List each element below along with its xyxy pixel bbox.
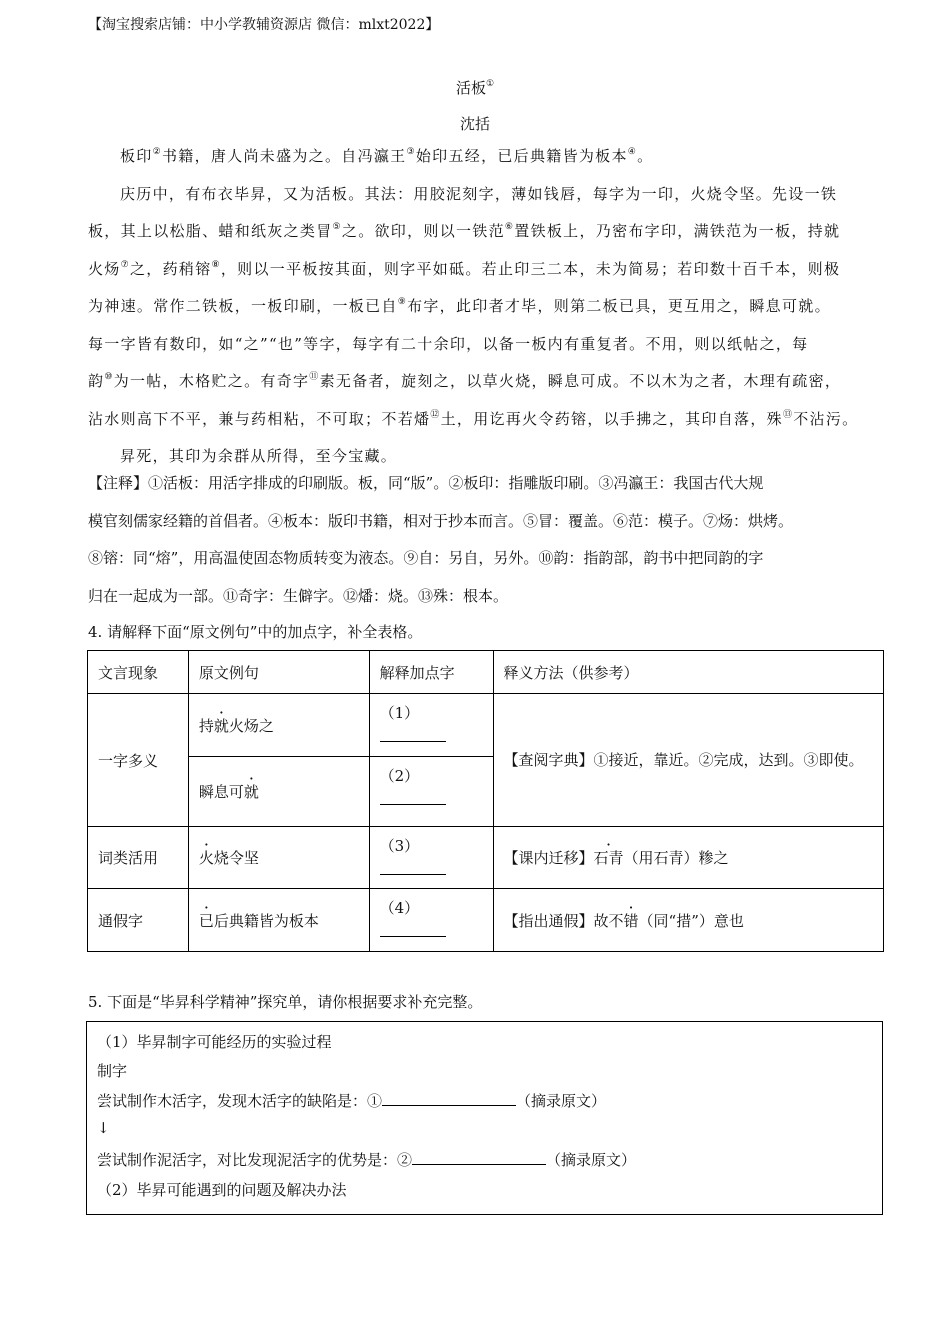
example-cell: 火烧令坚 [188, 827, 369, 889]
annotation-line: 归在一起成为一部。⑪奇字：生僻字。⑫燔：烧。⑬殊：根本。 [88, 586, 509, 605]
dotted-char: 就 [213, 716, 229, 735]
answer-blank[interactable] [380, 725, 446, 742]
passage-p3: 昇死，其印为余群从所得，至今宝藏。 [120, 447, 398, 465]
answer-cell-4[interactable]: （4） [369, 889, 493, 952]
table-row [88, 827, 884, 889]
dotted-char: 错 [623, 911, 639, 930]
answer-blank[interactable] [380, 788, 446, 805]
passage-author: 沈括 [459, 115, 490, 133]
answer-blank[interactable] [380, 920, 446, 937]
answer-blank[interactable] [382, 1091, 516, 1106]
worksheet-item-1: 尝试制作木活字，发现木活字的缺陷是：① （摘录原文） [97, 1092, 607, 1110]
passage-p2-line4: 为神速。常作二铁板，一板印刷，一板已自⑨布字，此印者才毕，则第二板已具，更互用之，瞬息可就。 [88, 297, 831, 315]
worksheet-part-1: （1）毕昇制字可能经历的实验过程 [97, 1033, 332, 1051]
question-4-prompt: 4. 请解释下面“原文例句”中的加点字，补全表格。 [88, 623, 423, 641]
question-5-prompt: 5. 下面是“毕昇科学精神”探究单，请你根据要求补充完整。 [88, 993, 483, 1011]
passage-title: 活板① [455, 79, 495, 97]
table-header: 解释加点字 [369, 651, 493, 694]
page-header: 【淘宝搜索店铺：中小学教辅资源店 微信：mlxt2022】 [88, 17, 440, 33]
question-5-worksheet [86, 1021, 883, 1215]
table-row [88, 889, 884, 952]
answer-blank[interactable] [380, 858, 446, 875]
example-cell: 已后典籍皆为板本 [188, 889, 369, 952]
answer-cell-1[interactable]: （1） [369, 694, 493, 757]
passage-p2-line3: 火炀⑦之，药稍镕⑧，则以一平板按其面，则字平如砥。若止印三二本，未为简易；若印数十百千本，则极 [88, 259, 841, 278]
annotation-line: ⑧镕：同“熔”，用高温使固态物质转变为液态。⑨自：另自，另外。⑩韵：指韵部，韵书中把同韵的字 [88, 549, 764, 567]
phenomenon-cell: 通假字 [88, 889, 189, 952]
worksheet-part-2: （2）毕昇可能遇到的问题及解决办法 [97, 1181, 347, 1199]
example-cell: 持就火炀之 [188, 694, 369, 757]
method-cell: 【指出通假】故不错（同“措”）意也 [493, 889, 883, 952]
answer-blank[interactable] [412, 1150, 546, 1165]
table-header-row [88, 651, 884, 694]
annotation-line: 模官刻儒家经籍的首倡者。④板本：版印书籍，相对于抄本而言。⑤冒：覆盖。⑥范：模子。⑦炀：烘烤。 [88, 511, 794, 530]
dotted-char: 火 [198, 849, 214, 867]
dotted-char: 石青 [593, 849, 624, 867]
method-cell: 【查阅字典】①接近，靠近。②完成，达到。③即使。 [493, 694, 883, 827]
dotted-char: 就 [243, 783, 259, 801]
answer-cell-3[interactable]: （3） [369, 827, 493, 889]
example-cell: 瞬息可就 [188, 757, 369, 827]
question-4-table [87, 650, 884, 952]
annotation-line: 【注释】①活板：用活字排成的印刷版。板，同“版”。②板印：指雕版印刷。③冯瀛王：我国古代大规 [88, 474, 764, 492]
passage-p2-line7: 沾水则高下不平，兼与药相粘，不可取；不若燔⑫土，用讫再火令药镕，以手拂之，其印自落，殊⑬不沾污。 [88, 409, 859, 428]
passage-p2-line2: 板，其上以松脂、蜡和纸灰之类冒⑤之。欲印，则以一铁范⑥置铁板上，乃密布字印，满铁范为一板，持就 [88, 222, 841, 240]
phenomenon-cell: 一字多义 [88, 694, 189, 827]
passage-p2-line5: 每一字皆有数印，如“之”“也”等字，每字有二十余印，以备一板内有重复者。不用，则以纸帖之，每 [88, 334, 809, 353]
table-row [88, 694, 884, 757]
passage-p2-line6: 韵⑩为一帖，木格贮之。有奇字⑪素无备者，旋刻之，以草火烧，瞬息可成。不以木为之者，木理有疏密， [88, 372, 842, 390]
answer-cell-2[interactable]: （2） [369, 757, 493, 827]
method-cell: 【课内迁移】石青（用石青）糁之 [493, 827, 883, 889]
passage-body [88, 138, 868, 476]
passage-p2-line1: 庆历中，有布衣毕昇，又为活板。其法：用胶泥刻字，薄如钱唇，每字为一印，火烧令坚。先设一铁 [120, 184, 838, 203]
down-arrow-icon: ↓ [97, 1119, 110, 1137]
phenomenon-cell: 词类活用 [88, 827, 189, 889]
worksheet-label: 制字 [97, 1062, 128, 1080]
dotted-char: 已 [198, 911, 214, 930]
worksheet-item-2: 尝试制作泥活字，对比发现泥活字的优势是：② （摘录原文） [97, 1151, 637, 1169]
table-header: 文言现象 [88, 651, 189, 694]
passage-p1: 板印②书籍，唐人尚未盛为之。自冯瀛王③始印五经，已后典籍皆为板本④。 [120, 147, 654, 165]
annotations [88, 465, 878, 615]
table-header: 释义方法（供参考） [493, 651, 883, 694]
table-header: 原文例句 [188, 651, 369, 694]
